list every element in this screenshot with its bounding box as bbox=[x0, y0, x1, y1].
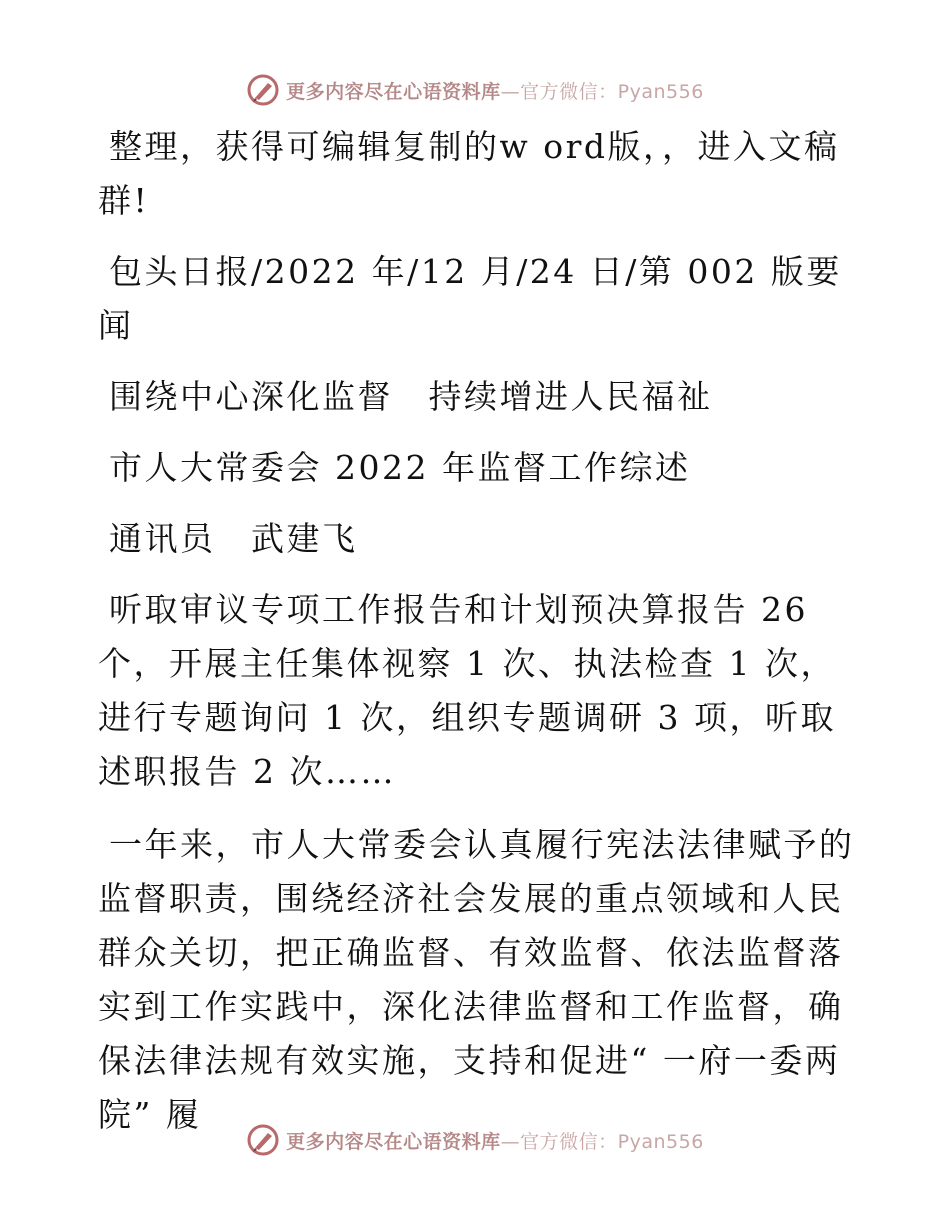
intro-paragraph: 整理，获得可编辑复制的w ord版，，进入文稿群! bbox=[98, 127, 840, 220]
body-paragraph: 一年来，市人大常委会认真履行宪法法律赋予的监督职责，围绕经济社会发展的重点领域和人民群众关切，把正确监督、有效监督、依法监督落实到工作实践中，深化法律监督和工作监督，确保法律法规有效实施，支持和促进“ 一府一委两院” 履 bbox=[98, 825, 855, 1134]
watermark-footer bbox=[0, 1120, 950, 1160]
pen-logo-icon bbox=[246, 73, 280, 107]
document-body bbox=[98, 120, 858, 1142]
summary-paragraph: 听取审议专项工作报告和计划预决算报告 26 个，开展主任集体视察 1 次、执法检查 1 次，进行专题询问 1 次，组织专题调研 3 项，听取述职报告 2 次…… bbox=[98, 590, 836, 791]
article-subtitle: 市人大常委会 2022 年监督工作综述 bbox=[109, 448, 691, 487]
article-title: 围绕中心深化监督 持续增进人民福祉 bbox=[109, 377, 713, 416]
watermark-text: 更多内容尽在心语资料库—官方微信：Pyan556 bbox=[286, 1130, 704, 1153]
byline: 通讯员 武建飞 bbox=[109, 519, 358, 558]
watermark-header bbox=[0, 70, 950, 110]
watermark-text: 更多内容尽在心语资料库—官方微信：Pyan556 bbox=[286, 80, 704, 103]
pen-logo-icon bbox=[246, 1123, 280, 1157]
source-line: 包头日报/2022 年/12 月/24 日/第 002 版要闻 bbox=[98, 252, 842, 345]
